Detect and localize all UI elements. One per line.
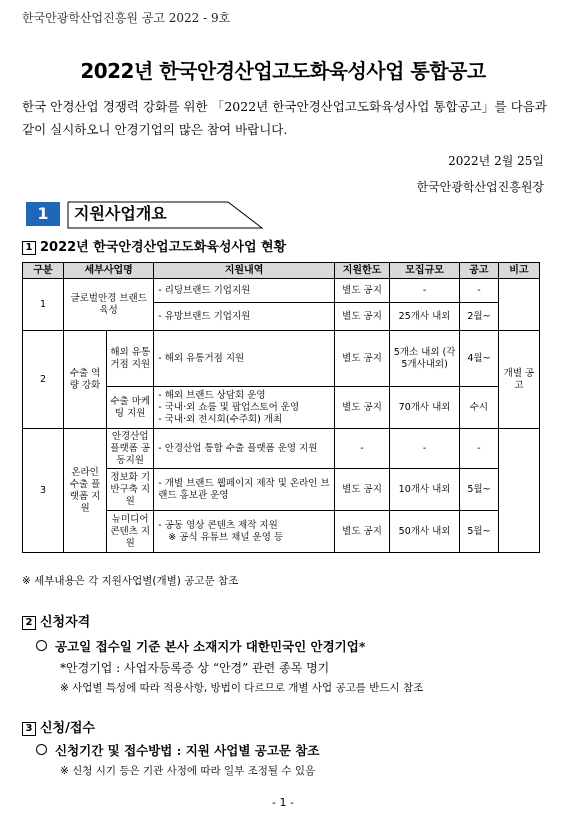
notice-period: 수시 bbox=[459, 387, 498, 429]
remark bbox=[498, 429, 539, 553]
recruit-scale: - bbox=[390, 429, 460, 469]
intro-paragraph: 한국 안경산업 경쟁력 강화를 위한 「2022년 한국안경산업고도화육성사업 통합공고」를 다음과 같이 실시하오니 안경기업의 많은 참여 바랍니다. bbox=[22, 99, 547, 137]
group-number: 1 bbox=[23, 279, 64, 331]
support-limit: 별도 공지 bbox=[334, 511, 389, 553]
sub-program-name: 안경산업 플랫폼 공동지원 bbox=[107, 429, 154, 469]
issuer-name: 한국안광학산업진흥원장 bbox=[416, 180, 544, 194]
table-header: 지원한도 bbox=[334, 263, 389, 279]
support-detail: - 공동 영상 콘텐츠 제작 지원 bbox=[158, 519, 278, 531]
sub-program-name: 뉴미디어 콘텐츠 지원 bbox=[107, 511, 154, 553]
table-header: 세부사업명 bbox=[64, 263, 154, 279]
support-detail-list bbox=[154, 511, 335, 553]
recruit-scale: 25개사 내외 bbox=[390, 303, 460, 331]
support-detail: - 개별 브랜드 웹페이지 제작 및 온라인 브랜드 홍보관 운영 bbox=[154, 469, 335, 511]
table-header: 모집규모 bbox=[390, 263, 460, 279]
table-header: 공고 bbox=[459, 263, 498, 279]
table-row bbox=[23, 279, 540, 303]
support-detail-list bbox=[154, 387, 335, 429]
support-detail: - 유망브랜드 기업지원 bbox=[154, 303, 335, 331]
subsection-title: 2022년 한국안경산업고도화육성사업 현황 bbox=[40, 240, 287, 255]
section-title: 지원사업개요 bbox=[74, 204, 167, 223]
remark bbox=[498, 279, 539, 331]
table-header: 비고 bbox=[498, 263, 539, 279]
apply-note: ※ 신청 시기 등은 기관 사정에 따라 일부 조정될 수 있음 bbox=[60, 765, 316, 777]
support-detail: ※ 공식 유튜브 채널 운영 등 bbox=[168, 531, 284, 543]
group-number: 3 bbox=[23, 429, 64, 553]
subsection-number: 2 bbox=[22, 616, 36, 630]
program-name: 글로벌안경 브랜드육성 bbox=[64, 279, 154, 331]
recruit-scale: 50개사 내외 bbox=[390, 511, 460, 553]
notice-number: 한국안광학산업진흥원 공고 2022 - 9호 bbox=[22, 11, 231, 25]
recruit-scale: 10개사 내외 bbox=[390, 469, 460, 511]
subsection-title: 신청자격 bbox=[40, 615, 91, 630]
remark: 개별 공고 bbox=[498, 331, 539, 429]
support-limit: 별도 공지 bbox=[334, 303, 389, 331]
apply-text: 신청기간 및 접수방법 : 지원 사업별 공고문 참조 bbox=[55, 743, 320, 758]
table-footnote: ※ 세부내용은 각 지원사업별(개별) 공고문 참조 bbox=[22, 575, 239, 587]
notice-period: 4월~ bbox=[459, 331, 498, 387]
eligibility-note: ※ 사업별 특성에 따라 적용사항, 방법이 다르므로 개별 사업 공고를 반드시 참조 bbox=[60, 682, 424, 694]
notice-period: - bbox=[459, 279, 498, 303]
sub-program-name: 해외 유통 거점 지원 bbox=[107, 331, 154, 387]
circle-bullet-icon bbox=[36, 744, 47, 755]
program-name: 온라인 수출 플랫폼 지원 bbox=[64, 429, 107, 553]
support-limit: 별도 공지 bbox=[334, 331, 389, 387]
subsection-number: 1 bbox=[22, 241, 36, 255]
apply-main bbox=[36, 741, 320, 759]
table-row bbox=[23, 331, 540, 387]
group-number: 2 bbox=[23, 331, 64, 429]
circle-bullet-icon bbox=[36, 640, 47, 651]
notice-period: 5월~ bbox=[459, 469, 498, 511]
page-number: - 1 - bbox=[272, 796, 294, 809]
announcement-date: 2022년 2월 25일 bbox=[448, 154, 544, 168]
subsection-3-heading bbox=[22, 717, 95, 736]
support-limit: 별도 공지 bbox=[334, 469, 389, 511]
notice-period: - bbox=[459, 429, 498, 469]
support-detail: - 안경산업 통합 수출 플랫폼 운영 지원 bbox=[154, 429, 335, 469]
support-limit: - bbox=[334, 429, 389, 469]
program-name: 수출 역량 강화 bbox=[64, 331, 107, 429]
support-limit: 별도 공지 bbox=[334, 279, 389, 303]
recruit-scale: 70개사 내외 bbox=[390, 387, 460, 429]
support-limit: 별도 공지 bbox=[334, 387, 389, 429]
program-table bbox=[22, 262, 540, 553]
table-header: 구분 bbox=[23, 263, 64, 279]
subsection-2-heading bbox=[22, 611, 90, 630]
eligibility-definition: *안경기업 : 사업자등록증 상 “안경” 관련 종목 명기 bbox=[60, 661, 330, 675]
recruit-scale: 5개소 내외 (각5개사내외) bbox=[390, 331, 460, 387]
support-detail: - 국내·외 쇼룸 및 팝업스토어 운영 bbox=[158, 401, 300, 413]
sub-program-name: 정보화 기반구축 지원 bbox=[107, 469, 154, 511]
table-header-row bbox=[23, 263, 540, 279]
recruit-scale: - bbox=[390, 279, 460, 303]
table-header: 지원내역 bbox=[154, 263, 335, 279]
eligibility-main bbox=[36, 637, 365, 655]
notice-period: 2월~ bbox=[459, 303, 498, 331]
support-detail: - 해외 유통거점 지원 bbox=[154, 331, 335, 387]
sub-program-name: 수출 마케팅 지원 bbox=[107, 387, 154, 429]
support-detail: - 해외 브랜드 상담회 운영 bbox=[158, 389, 266, 401]
eligibility-text: 공고일 접수일 기준 본사 소재지가 대한민국인 안경기업* bbox=[55, 639, 366, 654]
notice-period: 5월~ bbox=[459, 511, 498, 553]
table-row bbox=[23, 429, 540, 469]
subsection-title: 신청/접수 bbox=[40, 721, 95, 736]
support-detail: - 리딩브랜드 기업지원 bbox=[154, 279, 335, 303]
subsection-number: 3 bbox=[22, 722, 36, 736]
section-number-badge: 1 bbox=[26, 202, 60, 226]
page-title: 2022년 한국안경산업고도화육성사업 통합공고 bbox=[80, 59, 486, 83]
subsection-1-heading bbox=[22, 236, 286, 255]
support-detail: - 국내·외 전시회(수주회) 개최 bbox=[158, 413, 283, 425]
